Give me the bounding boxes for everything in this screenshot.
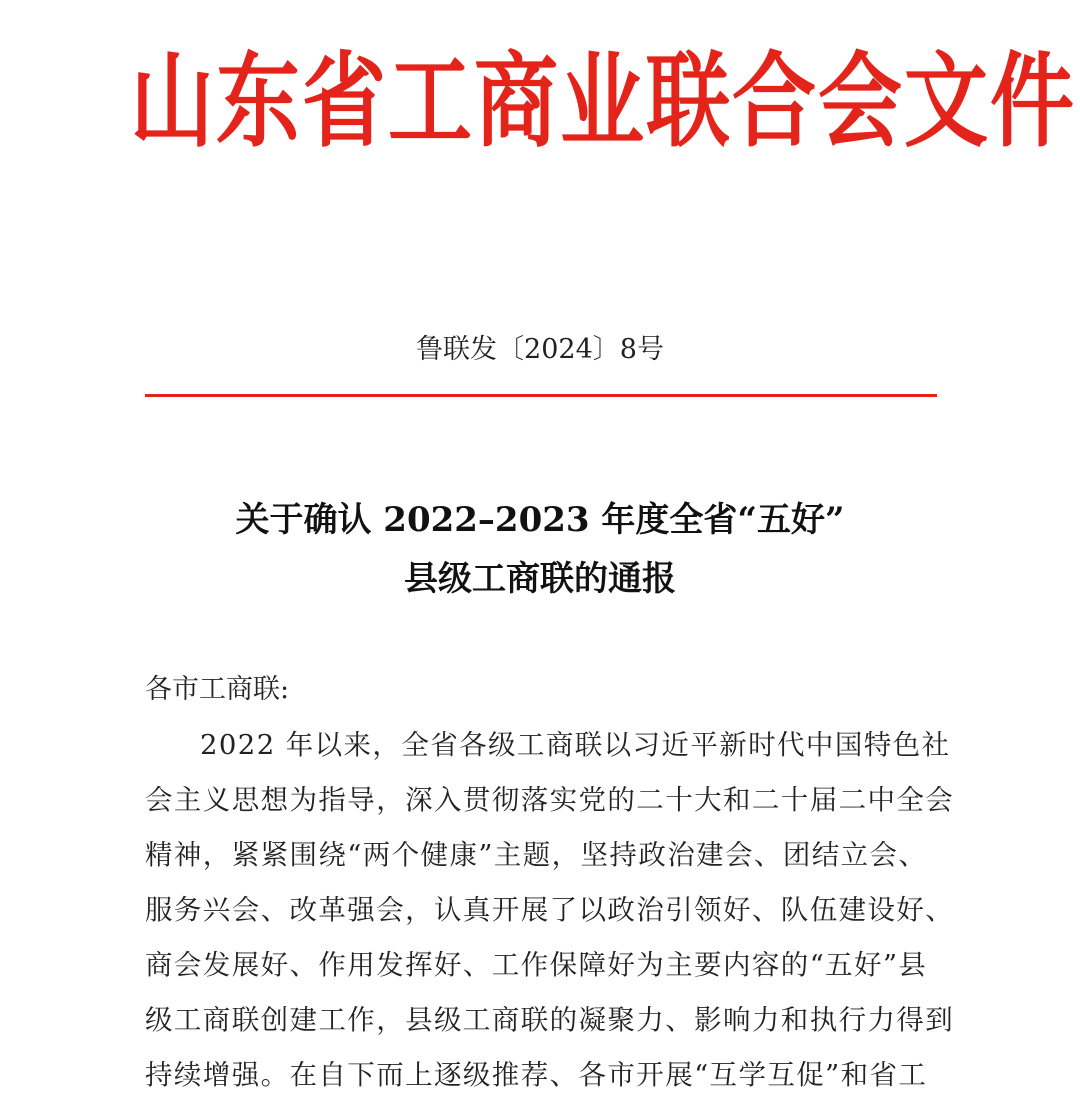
document-number: 鲁联发〔2024〕8号 — [416, 334, 664, 365]
notice-title-line-2: 县级工商联的通报 — [404, 559, 676, 599]
body-line: 持续增强。在自下而上逐级推荐、各市开展“互学互促”和省工 — [145, 1059, 928, 1091]
issuer-header: 山东省工商业联合会文件 — [130, 40, 1077, 161]
body-line: 精神，紧紧围绕“两个健康”主题，坚持政治建会、团结立会、 — [145, 839, 928, 871]
notice-title-line-1: 关于确认 2022–2023 年度全省“五好” — [235, 500, 845, 540]
body-line: 2022 年以来，全省各级工商联以习近平新时代中国特色社 — [200, 729, 951, 761]
red-divider-line — [145, 394, 937, 397]
body-line: 服务兴会、改革强会，认真开展了以政治引领好、队伍建设好、 — [145, 894, 955, 926]
body-line: 级工商联创建工作，县级工商联的凝聚力、影响力和执行力得到 — [145, 1004, 955, 1036]
salutation: 各市工商联: — [145, 674, 290, 705]
body-line: 商会发展好、作用发挥好、工作保障好为主要内容的“五好”县 — [145, 949, 928, 981]
body-line: 会主义思想为指导，深入贯彻落实党的二十大和二十届二中全会 — [145, 784, 955, 816]
